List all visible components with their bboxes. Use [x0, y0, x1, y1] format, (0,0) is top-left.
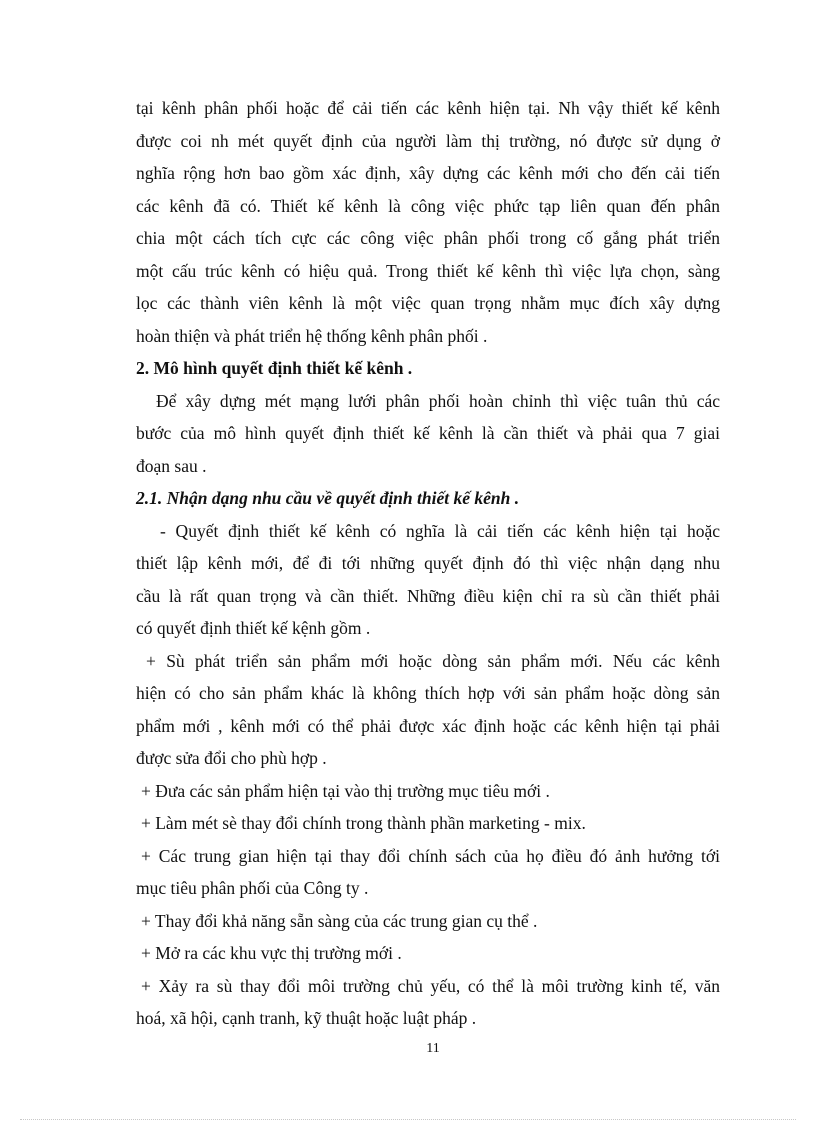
text-line: một cấu trúc kênh có hiệu quả. Trong thiết kế kênh thì việc lựa chọn, sàng	[136, 260, 720, 281]
text-line: cầu là rất quan trọng và cần thiết. Những điều kiện chỉ ra sù cần thiết phải	[136, 585, 720, 606]
text-line: hoá, xã hội, cạnh tranh, kỹ thuật hoặc luật pháp .	[136, 1008, 477, 1028]
text-line: các kênh đã có. Thiết kế kênh là công việc phức tạp liên quan đến phân	[136, 195, 720, 216]
text-line: + Sù phát triển sản phẩm mới hoặc dòng sản phẩm mới. Nếu các kênh	[146, 650, 720, 671]
text-line: nghĩa rộng hơn bao gồm xác định, xây dựng các kênh mới cho đến cải tiến	[136, 163, 720, 183]
text-line: + Mở ra các khu vực thị trường mới .	[141, 943, 402, 963]
text-line: thiết lập kênh mới, để đi tới những quyết định đó thì việc nhận dạng nhu	[136, 553, 720, 573]
text-line: có quyết định thiết kế kệnh gồm .	[136, 618, 371, 638]
text-line: + Các trung gian hiện tại thay đổi chính sách của họ điều đó ảnh hưởng tới	[141, 845, 720, 866]
text-line: được sửa đổi cho phù hợp .	[136, 748, 327, 768]
text-line: lọc các thành viên kênh là một việc quan trọng nhằm mục đích xây dựng	[136, 293, 720, 313]
text-line: Để xây dựng mét mạng lưới phân phối hoàn chỉnh thì việc tuân thủ các	[156, 390, 720, 411]
text-line: + Làm mét sè thay đổi chính trong thành phần marketing - mix.	[141, 813, 586, 833]
text-line: + Đưa các sản phẩm hiện tại vào thị trường mục tiêu mới .	[141, 780, 550, 801]
text-line: hoàn thiện và phát triển hệ thống kênh phân phối .	[136, 325, 488, 346]
text-line: hiện có cho sản phẩm khác là không thích hợp với sản phẩm hoặc dòng sản	[136, 683, 720, 703]
page-body-text	[136, 92, 720, 1035]
text-line: đoạn sau .	[136, 455, 207, 476]
subheading-line: 2.1. Nhận dạng nhu cầu về quyết định thiết kế kênh .	[136, 488, 520, 508]
text-line: tại kênh phân phối hoặc để cải tiến các kênh hiện tại. Nh vậy thiết kế kênh	[136, 98, 720, 118]
text-line: bước của mô hình quyết định thiết kế kênh là cần thiết và phải qua 7 giai	[136, 423, 720, 443]
text-line: + Xảy ra sù thay đổi môi trường chủ yếu, có thể là môi trường kinh tế, văn	[141, 975, 720, 996]
text-line: mục tiêu phân phối của Công ty .	[136, 878, 369, 898]
heading-line: 2. Mô hình quyết định thiết kế kênh .	[136, 358, 413, 378]
text-line: được coi nh mét quyết định của người làm thị trường, nó được sử dụng ở	[136, 130, 720, 151]
bottom-dotted-rule	[20, 1119, 796, 1120]
text-line: - Quyết định thiết kế kênh có nghĩa là cải tiến các kênh hiện tại hoặc	[160, 520, 720, 541]
text-line: chia một cách tích cực các công việc phân phối trong cố gắng phát triển	[136, 228, 720, 248]
text-line: + Thay đổi khả năng sẵn sàng của các trung gian cụ thể .	[141, 910, 538, 931]
page-number: 11	[426, 1041, 440, 1056]
text-line: phẩm mới , kênh mới có thể phải được xác định hoặc các kênh hiện tại phải	[136, 715, 720, 736]
